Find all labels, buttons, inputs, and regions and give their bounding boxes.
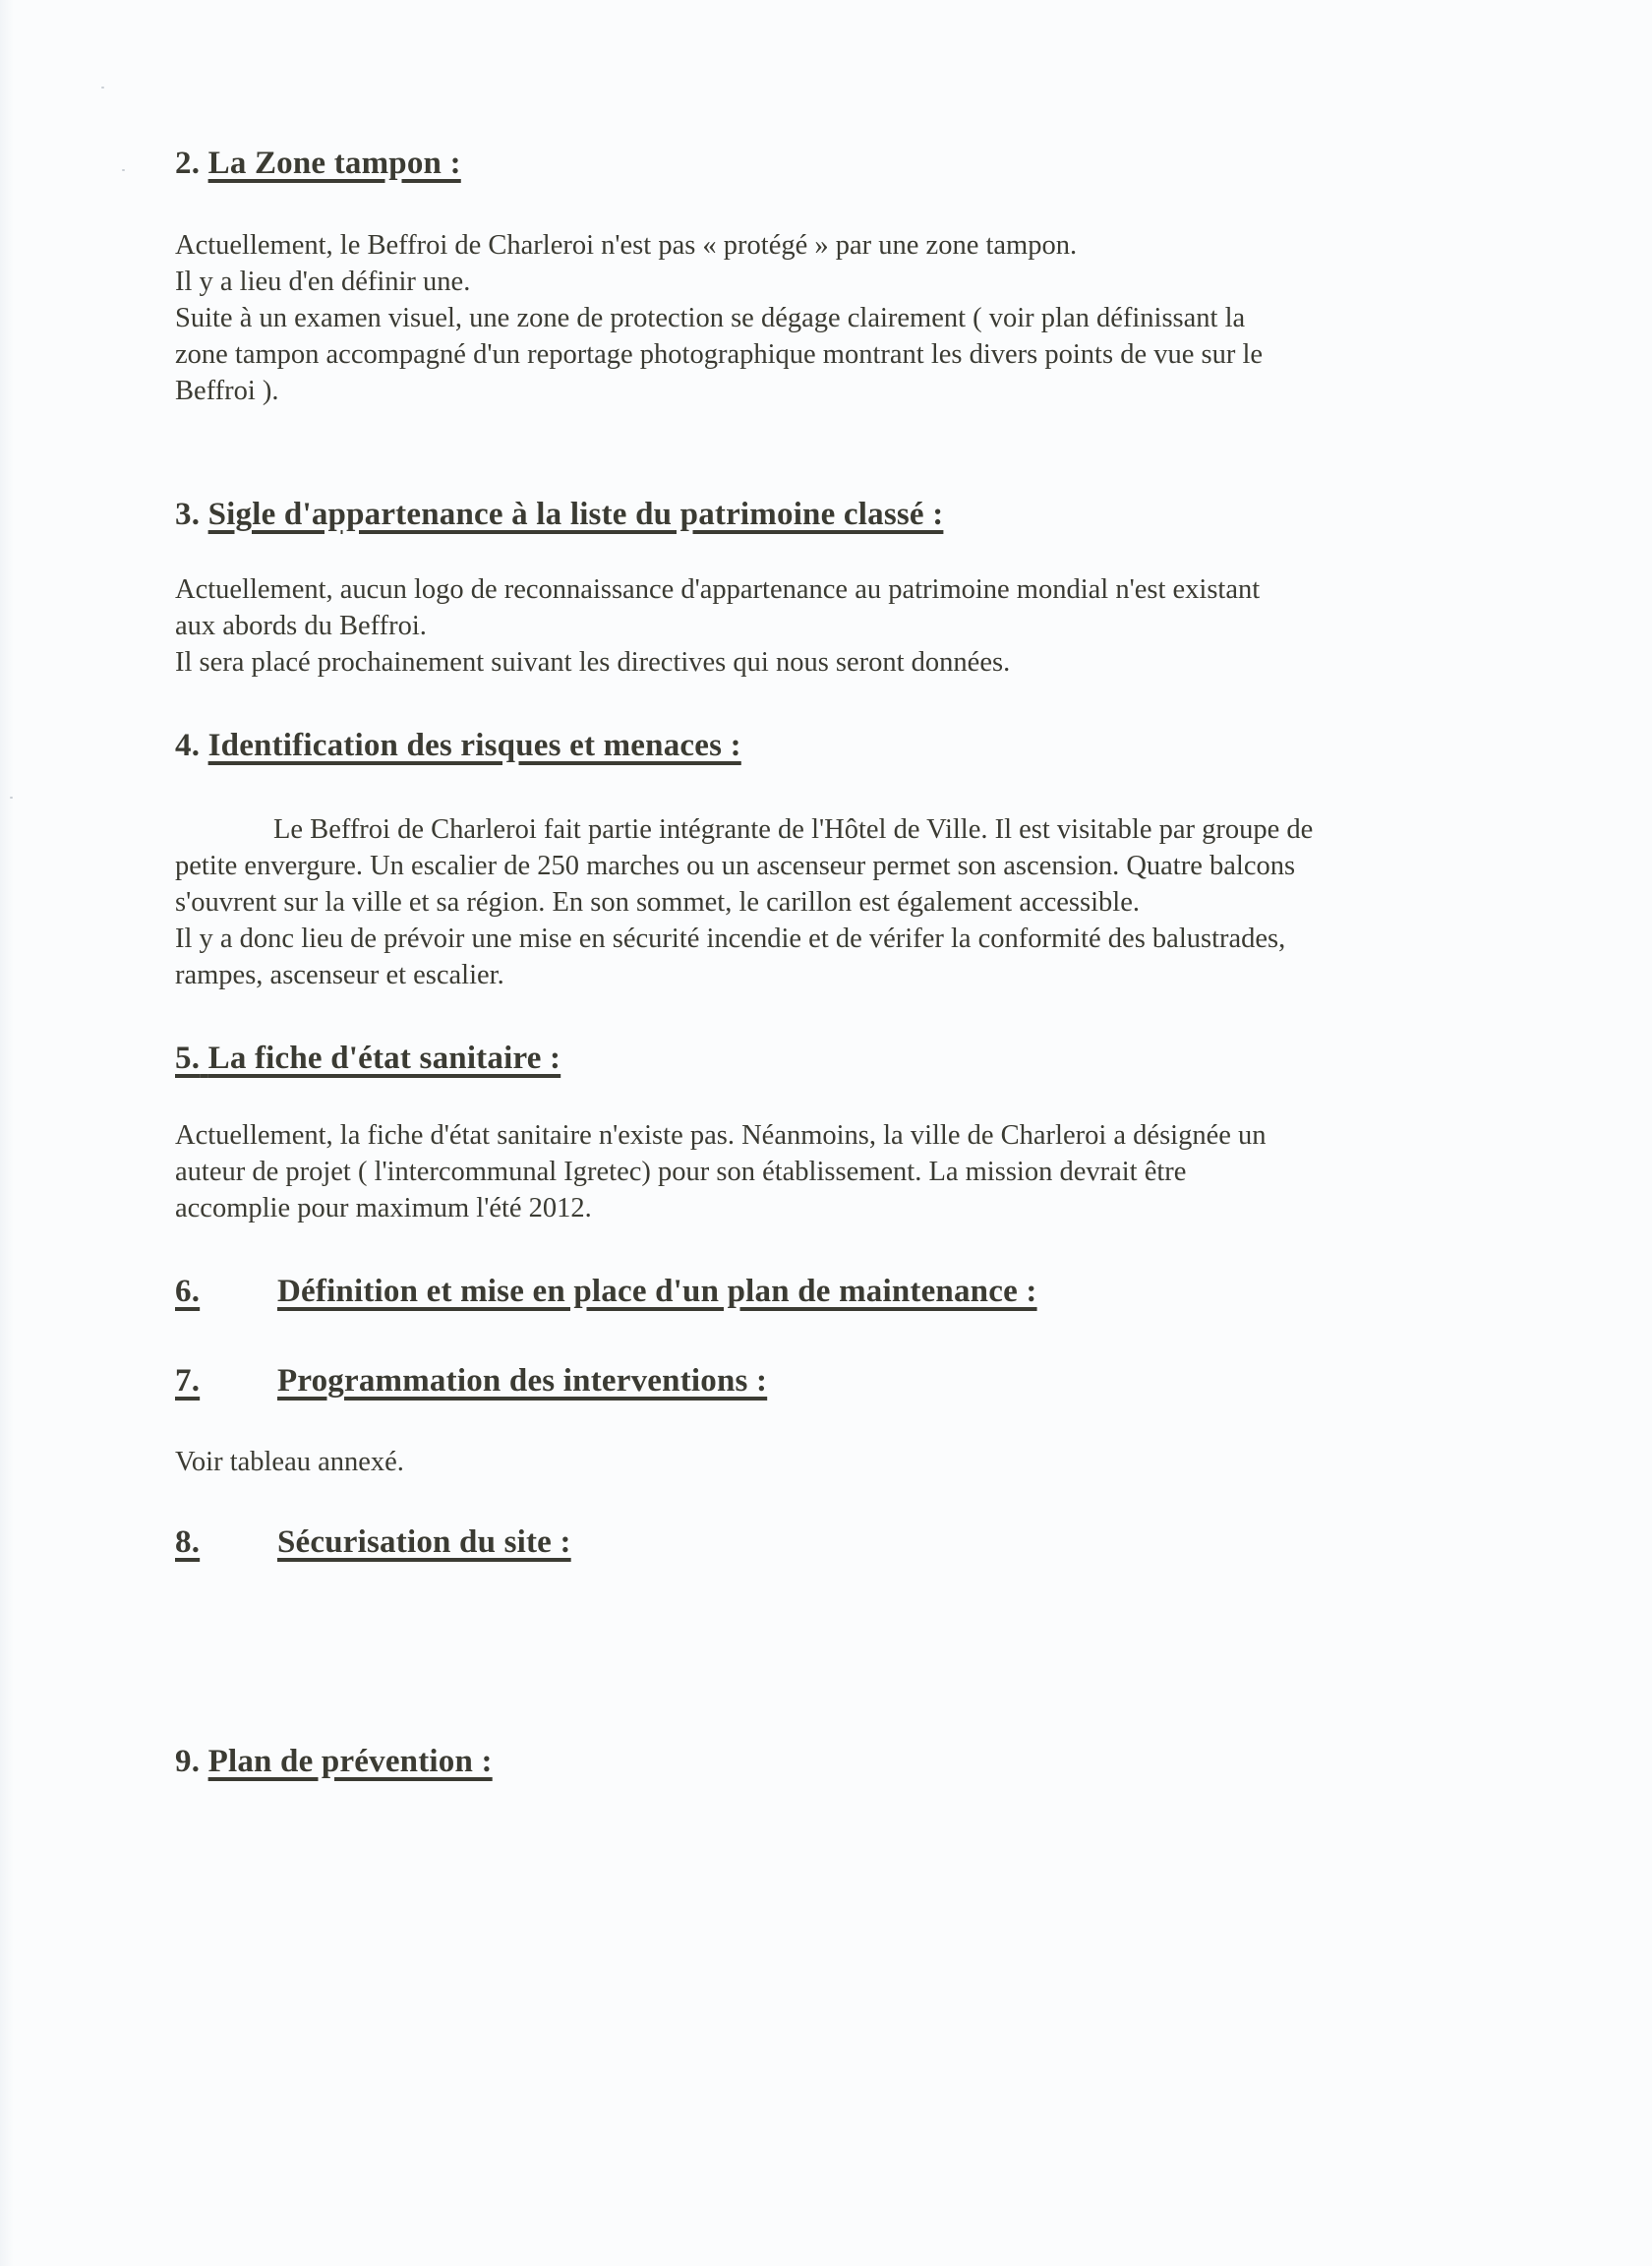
- paragraph-line: rampes, ascenseur et escalier.: [175, 960, 504, 990]
- section-title: Sigle d'appartenance à la liste du patrimoine classé :: [207, 497, 944, 532]
- section-3-heading: [175, 495, 943, 534]
- section-number: 5.: [175, 1041, 201, 1076]
- section-9-heading: [175, 1742, 493, 1781]
- section-title: Identification des risques et menaces :: [207, 728, 741, 763]
- section-number: 6.: [175, 1274, 201, 1309]
- paragraph-line: Suite à un examen visuel, une zone de protection se dégage clairement ( voir plan définissant la: [175, 303, 1246, 333]
- section-title: La Zone tampon :: [207, 146, 461, 181]
- section-number: 7.: [175, 1363, 201, 1399]
- paragraph-line: Il y a lieu d'en définir une.: [175, 267, 471, 297]
- scan-edge-shadow: [0, 0, 14, 2266]
- paragraph-line: Le Beffroi de Charleroi fait partie intégrante de l'Hôtel de Ville. Il est visitable par groupe de: [273, 814, 1314, 845]
- scan-speck: [101, 87, 104, 89]
- section-title: La fiche d'état sanitaire :: [207, 1041, 561, 1076]
- section-number: 9.: [175, 1744, 201, 1779]
- paragraph-line: Actuellement, le Beffroi de Charleroi n'est pas « protégé » par une zone tampon.: [175, 230, 1078, 261]
- paragraph-line: aux abords du Beffroi.: [175, 611, 427, 641]
- paragraph-line: Beffroi ).: [175, 376, 279, 406]
- paragraph-line: zone tampon accompagné d'un reportage photographique montrant les divers points de vue sur le: [175, 339, 1264, 370]
- paragraph-line: auteur de projet ( l'intercommunal Igretec) pour son établissement. La mission devrait être: [175, 1157, 1187, 1187]
- section-number: 2.: [175, 146, 201, 181]
- section-title: Définition et mise en place d'un plan de maintenance :: [277, 1274, 1037, 1309]
- scan-speck: [10, 797, 13, 799]
- scan-speck: [122, 169, 125, 171]
- paragraph-line: s'ouvrent sur la ville et sa région. En son sommet, le carillon est également accessible.: [175, 887, 1140, 918]
- section-number: 8.: [175, 1524, 201, 1560]
- paragraph-line: Actuellement, la fiche d'état sanitaire n'existe pas. Néanmoins, la ville de Charleroi a désignée un: [175, 1120, 1267, 1151]
- paragraph-line: petite envergure. Un escalier de 250 marches ou un ascenseur permet son ascension. Quatre balcons: [175, 851, 1296, 881]
- paragraph-line: Il sera placé prochainement suivant les directives qui nous seront données.: [175, 647, 1011, 678]
- section-2-heading: [175, 144, 461, 183]
- section-8-heading: [175, 1522, 571, 1562]
- section-number: 4.: [175, 728, 201, 763]
- section-5-heading: [175, 1039, 560, 1078]
- section-7-heading: [175, 1361, 767, 1401]
- section-title: Plan de prévention :: [207, 1744, 493, 1779]
- section-title: Sécurisation du site :: [277, 1524, 571, 1560]
- paragraph-line: Actuellement, aucun logo de reconnaissance d'appartenance au patrimoine mondial n'est existant: [175, 574, 1261, 605]
- section-number: 3.: [175, 497, 201, 532]
- paragraph-line: Il y a donc lieu de prévoir une mise en sécurité incendie et de vérifer la conformité des balustrades,: [175, 924, 1286, 954]
- section-title: Programmation des interventions :: [277, 1363, 768, 1399]
- paragraph-line: Voir tableau annexé.: [175, 1447, 404, 1477]
- paragraph-line: accomplie pour maximum l'été 2012.: [175, 1193, 592, 1223]
- section-4-heading: [175, 726, 741, 765]
- section-6-heading: [175, 1272, 1037, 1311]
